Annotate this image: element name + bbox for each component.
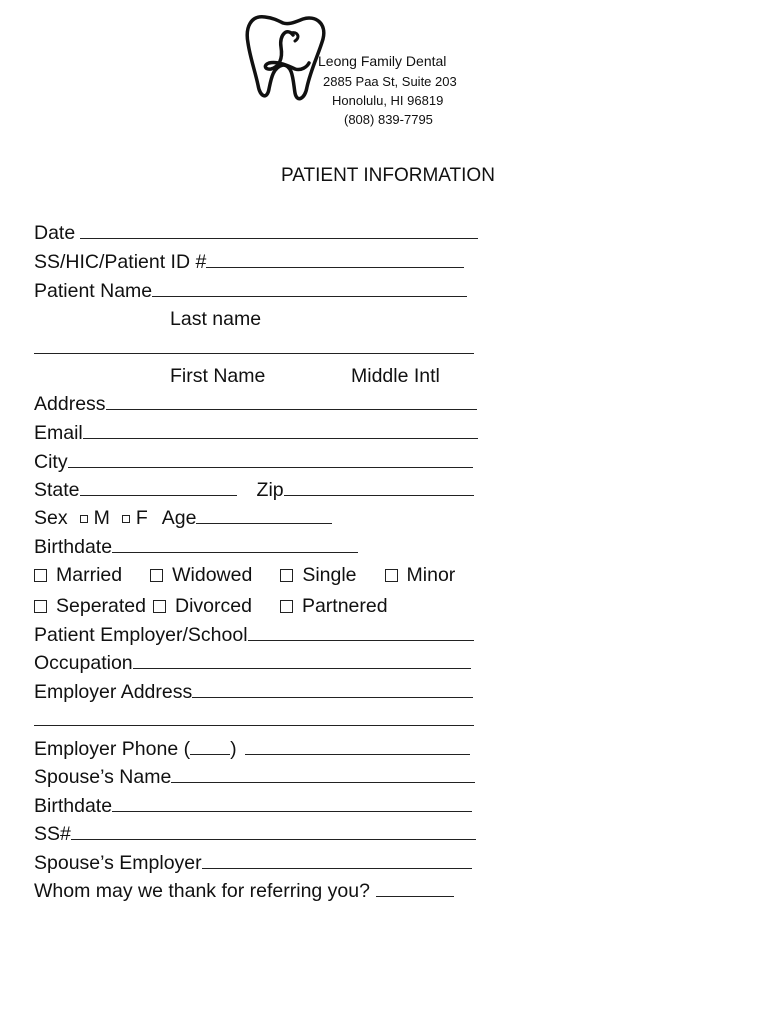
employer-address-row-2 xyxy=(34,708,474,726)
marital-status-row-2 xyxy=(34,594,388,618)
employer-address-field[interactable] xyxy=(192,680,473,698)
zip-field[interactable] xyxy=(284,478,474,496)
email-row xyxy=(34,421,478,445)
employer-address-row xyxy=(34,680,473,704)
patient-name-label: Patient Name xyxy=(34,280,153,302)
first-name-caption: First Name xyxy=(170,365,266,387)
partnered-label: Partnered xyxy=(301,595,388,617)
employer-school-label: Patient Employer/School xyxy=(34,624,248,646)
single-checkbox[interactable] xyxy=(280,569,293,582)
middle-initial-caption: Middle Intl xyxy=(351,365,440,387)
state-zip-row xyxy=(34,478,474,502)
separated-label: Seperated xyxy=(56,595,146,617)
marital-status-row-1 xyxy=(34,563,455,587)
address-field[interactable] xyxy=(106,392,477,410)
clinic-name: Leong Family Dental xyxy=(318,53,447,69)
age-field[interactable] xyxy=(196,506,332,524)
city-label: City xyxy=(34,451,68,473)
spouse-name-row xyxy=(34,765,475,789)
date-label: Date xyxy=(34,222,76,244)
address-row xyxy=(34,392,477,416)
spouse-ss-label: SS# xyxy=(34,823,71,845)
state-label: State xyxy=(34,479,80,501)
birthdate-row xyxy=(34,535,358,559)
email-label: Email xyxy=(34,422,83,444)
last-name-field[interactable] xyxy=(152,279,467,297)
minor-label: Minor xyxy=(406,564,456,586)
first-middle-name-field[interactable] xyxy=(34,336,474,354)
sex-f-label: F xyxy=(135,507,148,529)
referral-field[interactable] xyxy=(376,879,454,897)
clinic-street-address: 2885 Paa St, Suite 203 xyxy=(323,74,457,89)
spouse-name-field[interactable] xyxy=(171,765,475,783)
birthdate-label: Birthdate xyxy=(34,536,113,558)
employer-phone-label: Employer Phone ( xyxy=(34,738,191,760)
widowed-label: Widowed xyxy=(172,564,253,586)
occupation-label: Occupation xyxy=(34,652,133,674)
spouse-birthdate-field[interactable] xyxy=(112,794,472,812)
spouse-ss-row xyxy=(34,822,476,846)
patient-id-row xyxy=(34,250,464,274)
spouse-birthdate-row xyxy=(34,794,472,818)
first-name-row xyxy=(34,336,474,354)
address-label: Address xyxy=(34,393,106,415)
spouse-ss-field[interactable] xyxy=(71,822,476,840)
patient-id-label: SS/HIC/Patient ID # xyxy=(34,251,207,273)
email-field[interactable] xyxy=(83,421,478,439)
birthdate-field[interactable] xyxy=(112,535,358,553)
spouse-name-label: Spouse’s Name xyxy=(34,766,172,788)
employer-phone-close-paren: ) xyxy=(230,738,237,760)
married-label: Married xyxy=(56,564,123,586)
spouse-birthdate-label: Birthdate xyxy=(34,795,113,817)
sex-m-label: M xyxy=(93,507,110,529)
occupation-field[interactable] xyxy=(133,651,471,669)
clinic-city-state-zip: Honolulu, HI 96819 xyxy=(332,93,444,108)
form-title: PATIENT INFORMATION xyxy=(281,165,495,186)
clinic-phone: (808) 839-7795 xyxy=(344,112,433,127)
city-field[interactable] xyxy=(68,450,473,468)
minor-checkbox[interactable] xyxy=(385,569,398,582)
spouse-employer-label: Spouse’s Employer xyxy=(34,852,202,874)
employer-phone-row xyxy=(34,737,470,761)
divorced-checkbox[interactable] xyxy=(153,600,166,613)
last-name-caption: Last name xyxy=(170,308,262,330)
sex-m-checkbox[interactable] xyxy=(80,515,88,523)
widowed-checkbox[interactable] xyxy=(150,569,163,582)
date-field[interactable] xyxy=(80,221,478,239)
tooth-logo-icon xyxy=(243,13,327,103)
state-field[interactable] xyxy=(80,478,237,496)
occupation-row xyxy=(34,651,471,675)
spouse-employer-field[interactable] xyxy=(202,851,472,869)
sex-label: Sex xyxy=(34,507,68,529)
age-label: Age xyxy=(161,507,197,529)
employer-phone-field[interactable] xyxy=(245,737,470,755)
employer-address-field-2[interactable] xyxy=(34,708,474,726)
sex-age-row xyxy=(34,506,332,530)
divorced-label: Divorced xyxy=(175,595,252,617)
employer-address-label: Employer Address xyxy=(34,681,193,703)
employer-phone-area-code-field[interactable] xyxy=(190,737,230,755)
separated-checkbox[interactable] xyxy=(34,600,47,613)
date-row xyxy=(34,221,478,245)
single-label: Single xyxy=(302,564,357,586)
sex-f-checkbox[interactable] xyxy=(122,515,130,523)
zip-label: Zip xyxy=(256,479,284,501)
employer-school-row xyxy=(34,623,474,647)
spouse-employer-row xyxy=(34,851,472,875)
employer-school-field[interactable] xyxy=(248,623,474,641)
referral-row xyxy=(34,879,454,903)
patient-name-row xyxy=(34,279,467,303)
patient-id-field[interactable] xyxy=(206,250,464,268)
married-checkbox[interactable] xyxy=(34,569,47,582)
referral-label: Whom may we thank for referring you? xyxy=(34,880,370,902)
city-row xyxy=(34,450,473,474)
partnered-checkbox[interactable] xyxy=(280,600,293,613)
